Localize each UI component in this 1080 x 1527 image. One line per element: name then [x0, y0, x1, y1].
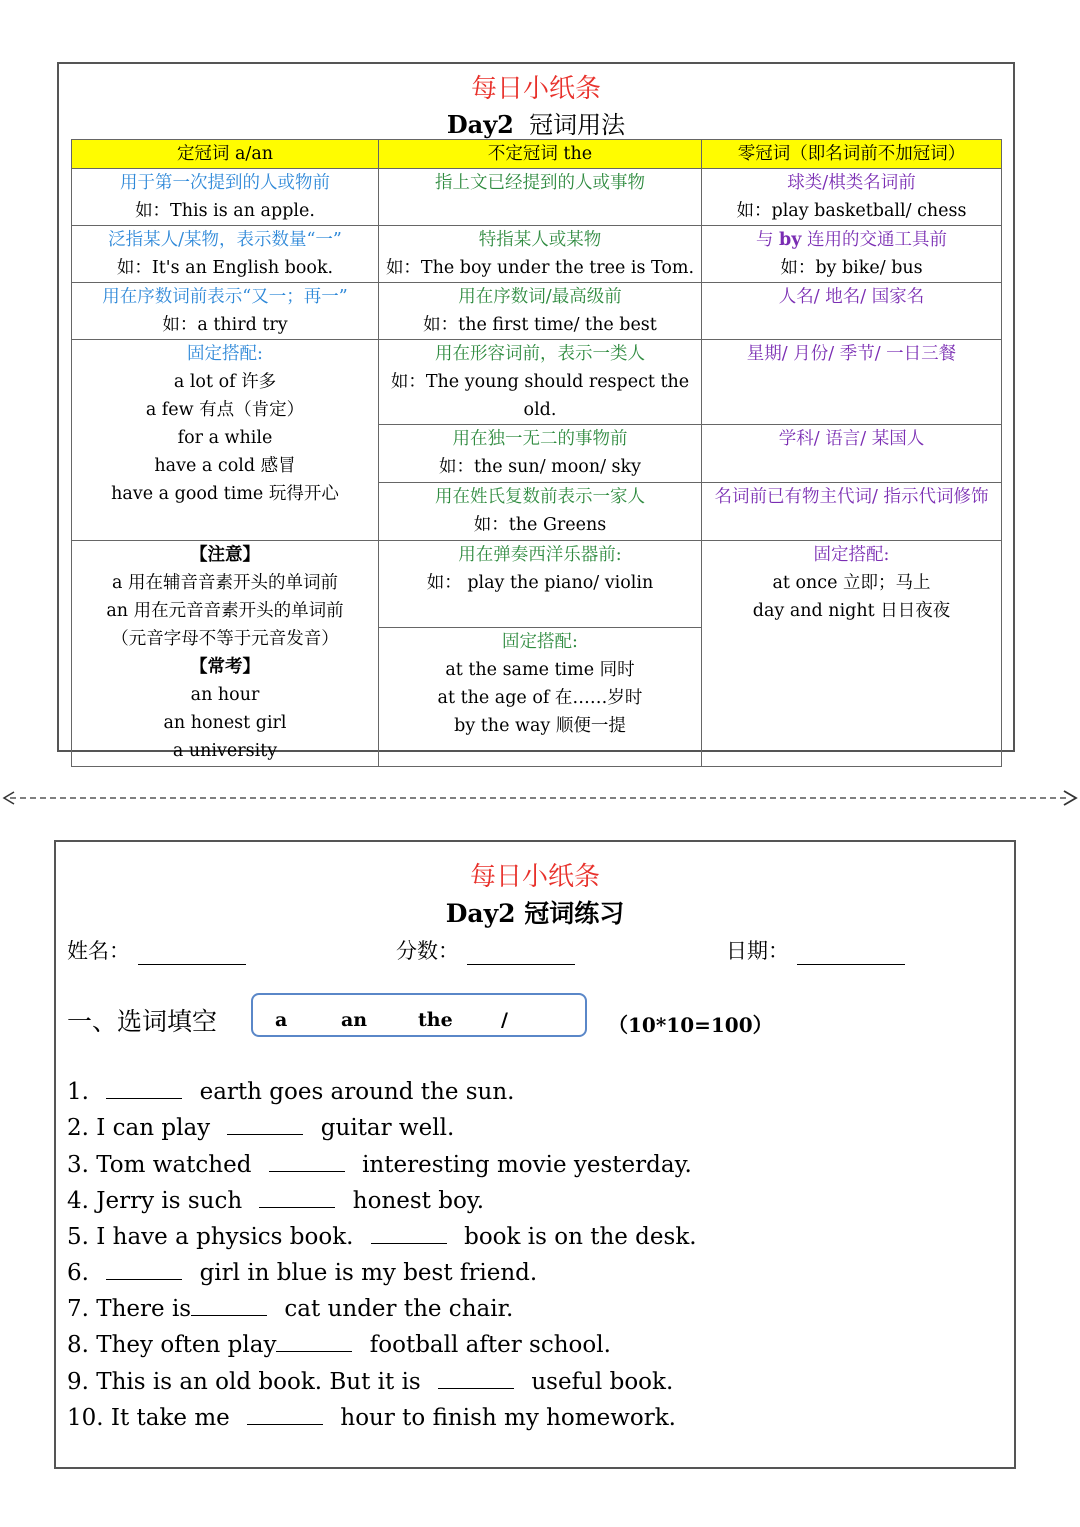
common-heading: 【常考】 — [190, 657, 260, 677]
col1-rule-first-mention — [72, 169, 379, 226]
question-text-post: guitar well. — [313, 1115, 455, 1141]
col3-rule-possessive — [702, 483, 1002, 541]
rule-example: 如：The boy under the tree is Tom. — [385, 258, 695, 278]
rule-example: 如：the sun/ moon/ sky — [438, 457, 642, 477]
date-blank[interactable] — [797, 944, 905, 965]
question-item — [67, 1259, 537, 1286]
rule-title: 学科/ 语言/ 某国人 — [778, 429, 925, 449]
answer-blank[interactable] — [438, 1368, 514, 1389]
article-rules-table — [71, 139, 1002, 767]
question-item — [67, 1187, 484, 1214]
rule-title-post: 连用的交通工具前 — [801, 230, 948, 250]
option-none: / — [501, 1009, 508, 1031]
col3-rule-ball-games — [702, 169, 1002, 226]
question-item — [67, 1404, 676, 1431]
question-text-post: useful book. — [524, 1369, 674, 1395]
subtitle-topic: 冠词用法 — [529, 111, 626, 139]
rule-title: 泛指某人/某物，表示数量“一” — [108, 230, 342, 250]
question-item — [67, 1151, 692, 1178]
rule-title: 球类/棋类名词前 — [787, 173, 916, 193]
answer-blank[interactable] — [276, 1331, 352, 1352]
table-header-row — [72, 140, 1002, 169]
date-field[interactable] — [726, 935, 905, 965]
question-text-post: earth goes around the sun. — [192, 1079, 515, 1105]
phrase-line: a lot of 许多 — [173, 372, 277, 392]
rule-title: 用在序数词/最高级前 — [458, 287, 622, 307]
rule-title-pre: 与 — [755, 230, 780, 250]
rule-title: 人名/ 地名/ 国家名 — [778, 287, 925, 307]
option-an: an — [341, 1009, 368, 1031]
rule-example: 如： play the piano/ violin — [426, 573, 654, 593]
name-label: 姓名： — [67, 939, 130, 963]
question-text-pre: 2. I can play — [67, 1115, 218, 1141]
subtitle-day: Day2 — [446, 110, 514, 139]
question-text-post: honest boy. — [345, 1188, 485, 1214]
question-item — [67, 1368, 673, 1395]
rule-example: 如：play basketball/ chess — [736, 201, 967, 221]
table-row — [72, 541, 1002, 628]
rule-title — [704, 226, 999, 254]
rule-title: 固定搭配: — [502, 632, 578, 652]
common-example: an honest girl — [163, 713, 287, 733]
score-note: （10*10=100） — [608, 1013, 773, 1037]
question-text-pre: 10. It take me — [67, 1405, 238, 1431]
answer-blank[interactable] — [269, 1151, 345, 1172]
phrase-line: at the same time 同时 — [445, 660, 635, 680]
card-title: 每日小纸条 — [469, 862, 600, 892]
phrase-line: a few 有点（肯定） — [145, 400, 305, 420]
col2-rule-family — [379, 483, 702, 541]
question-text-post: football after school. — [362, 1332, 611, 1358]
rule-title: 用于第一次提到的人或物前 — [120, 173, 330, 193]
question-text-post: interesting movie yesterday. — [354, 1152, 692, 1178]
phrase-line: day and night 日日夜夜 — [752, 601, 951, 621]
question-text-pre: 1. — [67, 1079, 97, 1105]
rule-title: 名词前已有物主代词/ 指示代词修饰 — [714, 487, 989, 507]
rule-example: 如：by bike/ bus — [780, 258, 923, 278]
date-label: 日期： — [726, 939, 789, 963]
question-text-pre: 6. — [67, 1260, 97, 1286]
question-text-pre: 5. I have a physics book. — [67, 1224, 361, 1250]
answer-blank[interactable] — [191, 1295, 267, 1316]
note-line: （元音字母不等于元音发音） — [111, 629, 339, 649]
rule-title: 用在序数词前表示“又一；再一” — [102, 287, 348, 307]
rule-title: 星期/ 月份/ 季节/ 一日三餐 — [746, 344, 957, 364]
question-text-pre: 8. They often play — [67, 1332, 277, 1358]
common-example: a university — [172, 741, 278, 761]
phrase-line: by the way 顺便一提 — [454, 716, 626, 736]
article-usage-card — [57, 62, 1015, 761]
question-text-pre: 3. Tom watched — [67, 1152, 259, 1178]
answer-blank[interactable] — [227, 1114, 303, 1135]
note-line: an 用在元音音素开头的单词前 — [106, 601, 344, 621]
rule-title: 固定搭配: — [813, 545, 890, 565]
question-text-post: girl in blue is my best friend. — [192, 1260, 538, 1286]
rule-example: 如：the first time/ the best — [423, 315, 657, 335]
col3-rule-subjects — [702, 425, 1002, 483]
rule-example: 如：the Greens — [473, 515, 607, 535]
cut-line-divider — [0, 788, 1080, 808]
col1-rule-general — [72, 226, 379, 283]
question-text-post: cat under the chair. — [277, 1296, 514, 1322]
col3-rule-transport — [702, 226, 1002, 283]
rule-title: 用在形容词前，表示一类人 — [435, 344, 645, 364]
note-heading: 【注意】 — [190, 545, 260, 565]
option-a: a — [275, 1009, 288, 1031]
answer-blank[interactable] — [247, 1404, 323, 1425]
score-blank[interactable] — [467, 944, 575, 965]
col3-rule-time — [702, 340, 1002, 425]
question-item — [67, 1295, 513, 1322]
col1-notes — [72, 541, 379, 767]
name-blank[interactable] — [138, 944, 246, 965]
question-text-post: hour to finish my homework. — [333, 1405, 676, 1431]
phrase-line: at once 立即；马上 — [772, 573, 931, 593]
question-text-pre: 4. Jerry is such — [67, 1188, 250, 1214]
note-line: a 用在辅音音素开头的单词前 — [112, 573, 338, 593]
question-item — [67, 1078, 515, 1105]
rule-example: 如：a third try — [162, 315, 288, 335]
answer-blank[interactable] — [106, 1078, 182, 1099]
rule-title: 用在弹奏西洋乐器前: — [458, 545, 622, 565]
card-subtitle — [59, 105, 1013, 140]
rule-example: 如：It's an English book. — [116, 258, 334, 278]
section-title: 一、选词填空 — [67, 1007, 218, 1036]
answer-blank[interactable] — [371, 1223, 447, 1244]
rule-example: 如：This is an apple. — [135, 201, 315, 221]
question-item — [67, 1114, 454, 1141]
score-label: 分数： — [396, 939, 459, 963]
col2-rule-specific — [379, 226, 702, 283]
table-row — [72, 226, 1002, 283]
rule-title-by: by — [779, 230, 802, 250]
col1-rule-ordinal — [72, 283, 379, 340]
question-text-post: book is on the desk. — [456, 1224, 697, 1250]
answer-blank[interactable] — [106, 1259, 182, 1280]
score-field[interactable] — [396, 935, 575, 965]
question-item — [67, 1223, 697, 1250]
rule-example: 如：The young should respect the old. — [390, 372, 690, 420]
question-text-pre: 7. There is — [67, 1296, 192, 1322]
header-zero-article: 零冠词（即名词前不加冠词） — [702, 140, 1002, 169]
col2-rule-adjective — [379, 340, 702, 425]
phrase-line: for a while — [177, 428, 273, 448]
table-row — [72, 340, 1002, 425]
table-row — [72, 169, 1002, 226]
phrase-line: have a cold 感冒 — [154, 456, 296, 476]
question-text-pre: 9. This is an old book. But it is — [67, 1369, 429, 1395]
col1-fixed-phrases — [72, 340, 379, 541]
rule-title: 固定搭配: — [187, 344, 263, 364]
table-row — [72, 283, 1002, 340]
option-the: the — [418, 1009, 453, 1031]
col2-rule-unique — [379, 425, 702, 483]
common-example: an hour — [190, 685, 260, 705]
article-exercise-card — [54, 840, 1016, 1469]
rule-title: 用在姓氏复数前表示一家人 — [435, 487, 645, 507]
col2-fixed-phrases — [379, 628, 702, 767]
rule-title: 特指某人或某物 — [478, 230, 602, 250]
rule-title: 用在独一无二的事物前 — [452, 429, 628, 449]
col3-fixed-phrases — [702, 541, 1002, 767]
question-item — [67, 1331, 611, 1358]
col2-rule-instruments — [379, 541, 702, 628]
card-title: 每日小纸条 — [470, 74, 601, 104]
header-indefinite: 不定冠词 the — [379, 140, 702, 169]
phrase-line: have a good time 玩得开心 — [111, 484, 339, 504]
col2-rule-mentioned — [379, 169, 702, 226]
word-options-box — [251, 993, 587, 1037]
rule-title: 指上文已经提到的人或事物 — [435, 173, 645, 193]
col2-rule-ordinal-superlative — [379, 283, 702, 340]
name-field[interactable] — [67, 935, 246, 965]
answer-blank[interactable] — [259, 1187, 335, 1208]
col3-rule-names — [702, 283, 1002, 340]
phrase-line: at the age of 在……岁时 — [437, 688, 643, 708]
card-subtitle: Day2 冠词练习 — [445, 899, 625, 928]
header-definite: 定冠词 a/an — [72, 140, 379, 169]
